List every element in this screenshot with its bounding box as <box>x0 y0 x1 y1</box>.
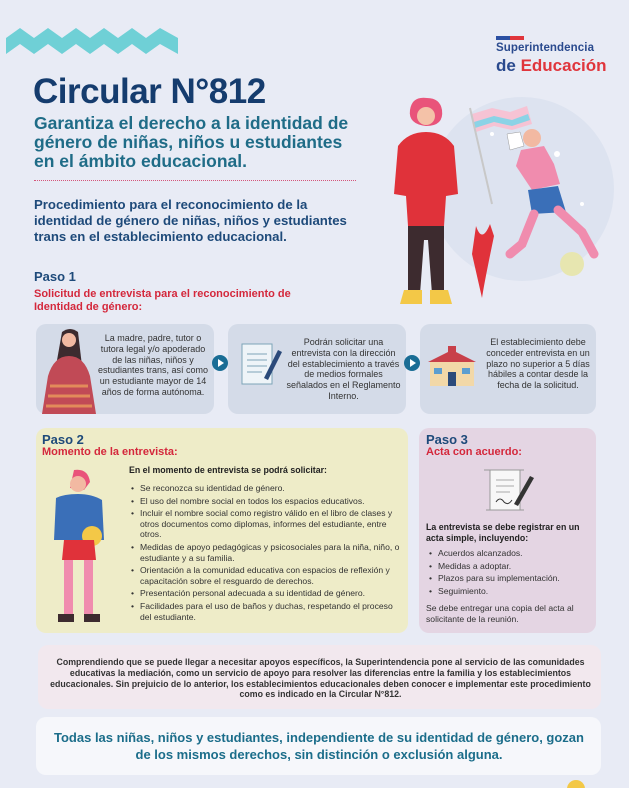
logo-line-2 <box>496 57 607 74</box>
student-illustration <box>44 468 114 628</box>
mediation-text: Comprendiendo que se puede llegar a necesitar apoyos específicos, la Superintendencia pone al servicio de las comunidades educativas la mediación, como un servicio de apoyo para resolver las diferencias entre la familia y los establecimientos educacionales. Sin prejuicio de lo anterior, los establecimientos educacionales deben conocer e implementar este procedimiento como es indicado en la Circular N°812. <box>50 657 591 700</box>
hero-illustration <box>382 94 624 309</box>
step1-card-2-text: Podrán solicitar una entrevista con la dirección del establecimiento a través de medios formales señalados en el Reglamento Interno. <box>286 337 401 401</box>
logo-line-2-prefix: de <box>496 55 521 75</box>
document-signature-icon <box>480 464 536 514</box>
step2-lead: En el momento de entrevista se podrá solicitar: <box>129 465 327 475</box>
step2-item: • Orientación a la comunidad educativa con espacios de reflexión y capacitación sobre el resguardo de derechos. <box>130 565 402 586</box>
rights-statement-text: Todas las niñas, niños y estudiantes, independiente de su identidad de género, gozan de los mismos derechos, sin distinción o exclusión alguna. <box>54 730 584 762</box>
step1-card-1-text: La madre, padre, tutor o tutora legal y/o apoderado de las niñas, niños y estudiantes trans, así como un estudiante mayor de 14 años de forma autónoma. <box>97 333 209 397</box>
step1-title: Paso 1 <box>34 269 76 284</box>
step1-subtitle: Solicitud de entrevista para el reconocimiento de Identidad de género: <box>34 288 291 313</box>
dotted-divider <box>34 180 356 181</box>
person-icon <box>40 326 98 414</box>
step2-list <box>130 483 402 624</box>
step2-subtitle: Momento de la entrevista: <box>42 446 178 458</box>
step2-item: • Presentación personal adecuada a su identidad de género. <box>130 588 402 599</box>
step1-card-3-text: El establecimiento debe conceder entrevista en un plazo no superior a 5 días hábiles a contar desde la fecha de la solicitud. <box>486 337 590 391</box>
step3-note: Se debe entregar una copia del acta al solicitante de la reunión. <box>426 603 574 624</box>
logo-line-2-highlight: Educación <box>520 55 607 75</box>
step3-item: • Medidas a adoptar. <box>428 561 592 572</box>
zigzag-decoration <box>6 24 178 58</box>
step2-item: • Medidas de apoyo pedagógicas y psicosociales para la niña, niño, o estudiante y a su familia. <box>130 542 402 563</box>
superintendencia-logo <box>496 36 607 74</box>
step3-title: Paso 3 <box>426 432 468 447</box>
step3-lead: La entrevista se debe registrar en un acta simple, incluyendo: <box>426 522 580 543</box>
step1-arrow-1 <box>212 355 228 371</box>
step2-item: • Incluir el nombre social como registro válido en el libro de clases y otros documentos como diplomas, informes del estudiante, entre otros. <box>130 508 402 540</box>
logo-line-1: Superintendencia <box>496 42 595 54</box>
step2-item: • Facilidades para el uso de baños y duchas, respetando el proceso del estudiante. <box>130 601 402 622</box>
step2-item: • Se reconozca su identidad de género. <box>130 483 402 494</box>
step2-item: • El uso del nombre social en todos los espacios educativos. <box>130 496 402 507</box>
step2-title: Paso 2 <box>42 432 84 447</box>
document-pen-icon <box>238 340 282 390</box>
school-icon <box>424 346 480 388</box>
step3-item: • Acuerdos alcanzados. <box>428 548 592 559</box>
page-title: Circular N°812 <box>33 72 266 111</box>
intro-text: Procedimiento para el reconocimiento de la identidad de género de niñas, niños y estudiantes trans en el establecimiento educacional. <box>34 197 347 244</box>
step3-subtitle: Acta con acuerdo: <box>426 446 522 458</box>
step3-item: • Plazos para su implementación. <box>428 573 592 584</box>
step3-list <box>428 548 592 598</box>
flag-bar <box>496 36 524 40</box>
step1-arrow-2 <box>404 355 420 371</box>
step3-item: • Seguimiento. <box>428 586 592 597</box>
decorative-circle <box>567 780 585 788</box>
page-subtitle: Garantiza el derecho a la identidad de género de niñas, niños u estudiantes en el ámbito educacional. <box>34 113 349 171</box>
